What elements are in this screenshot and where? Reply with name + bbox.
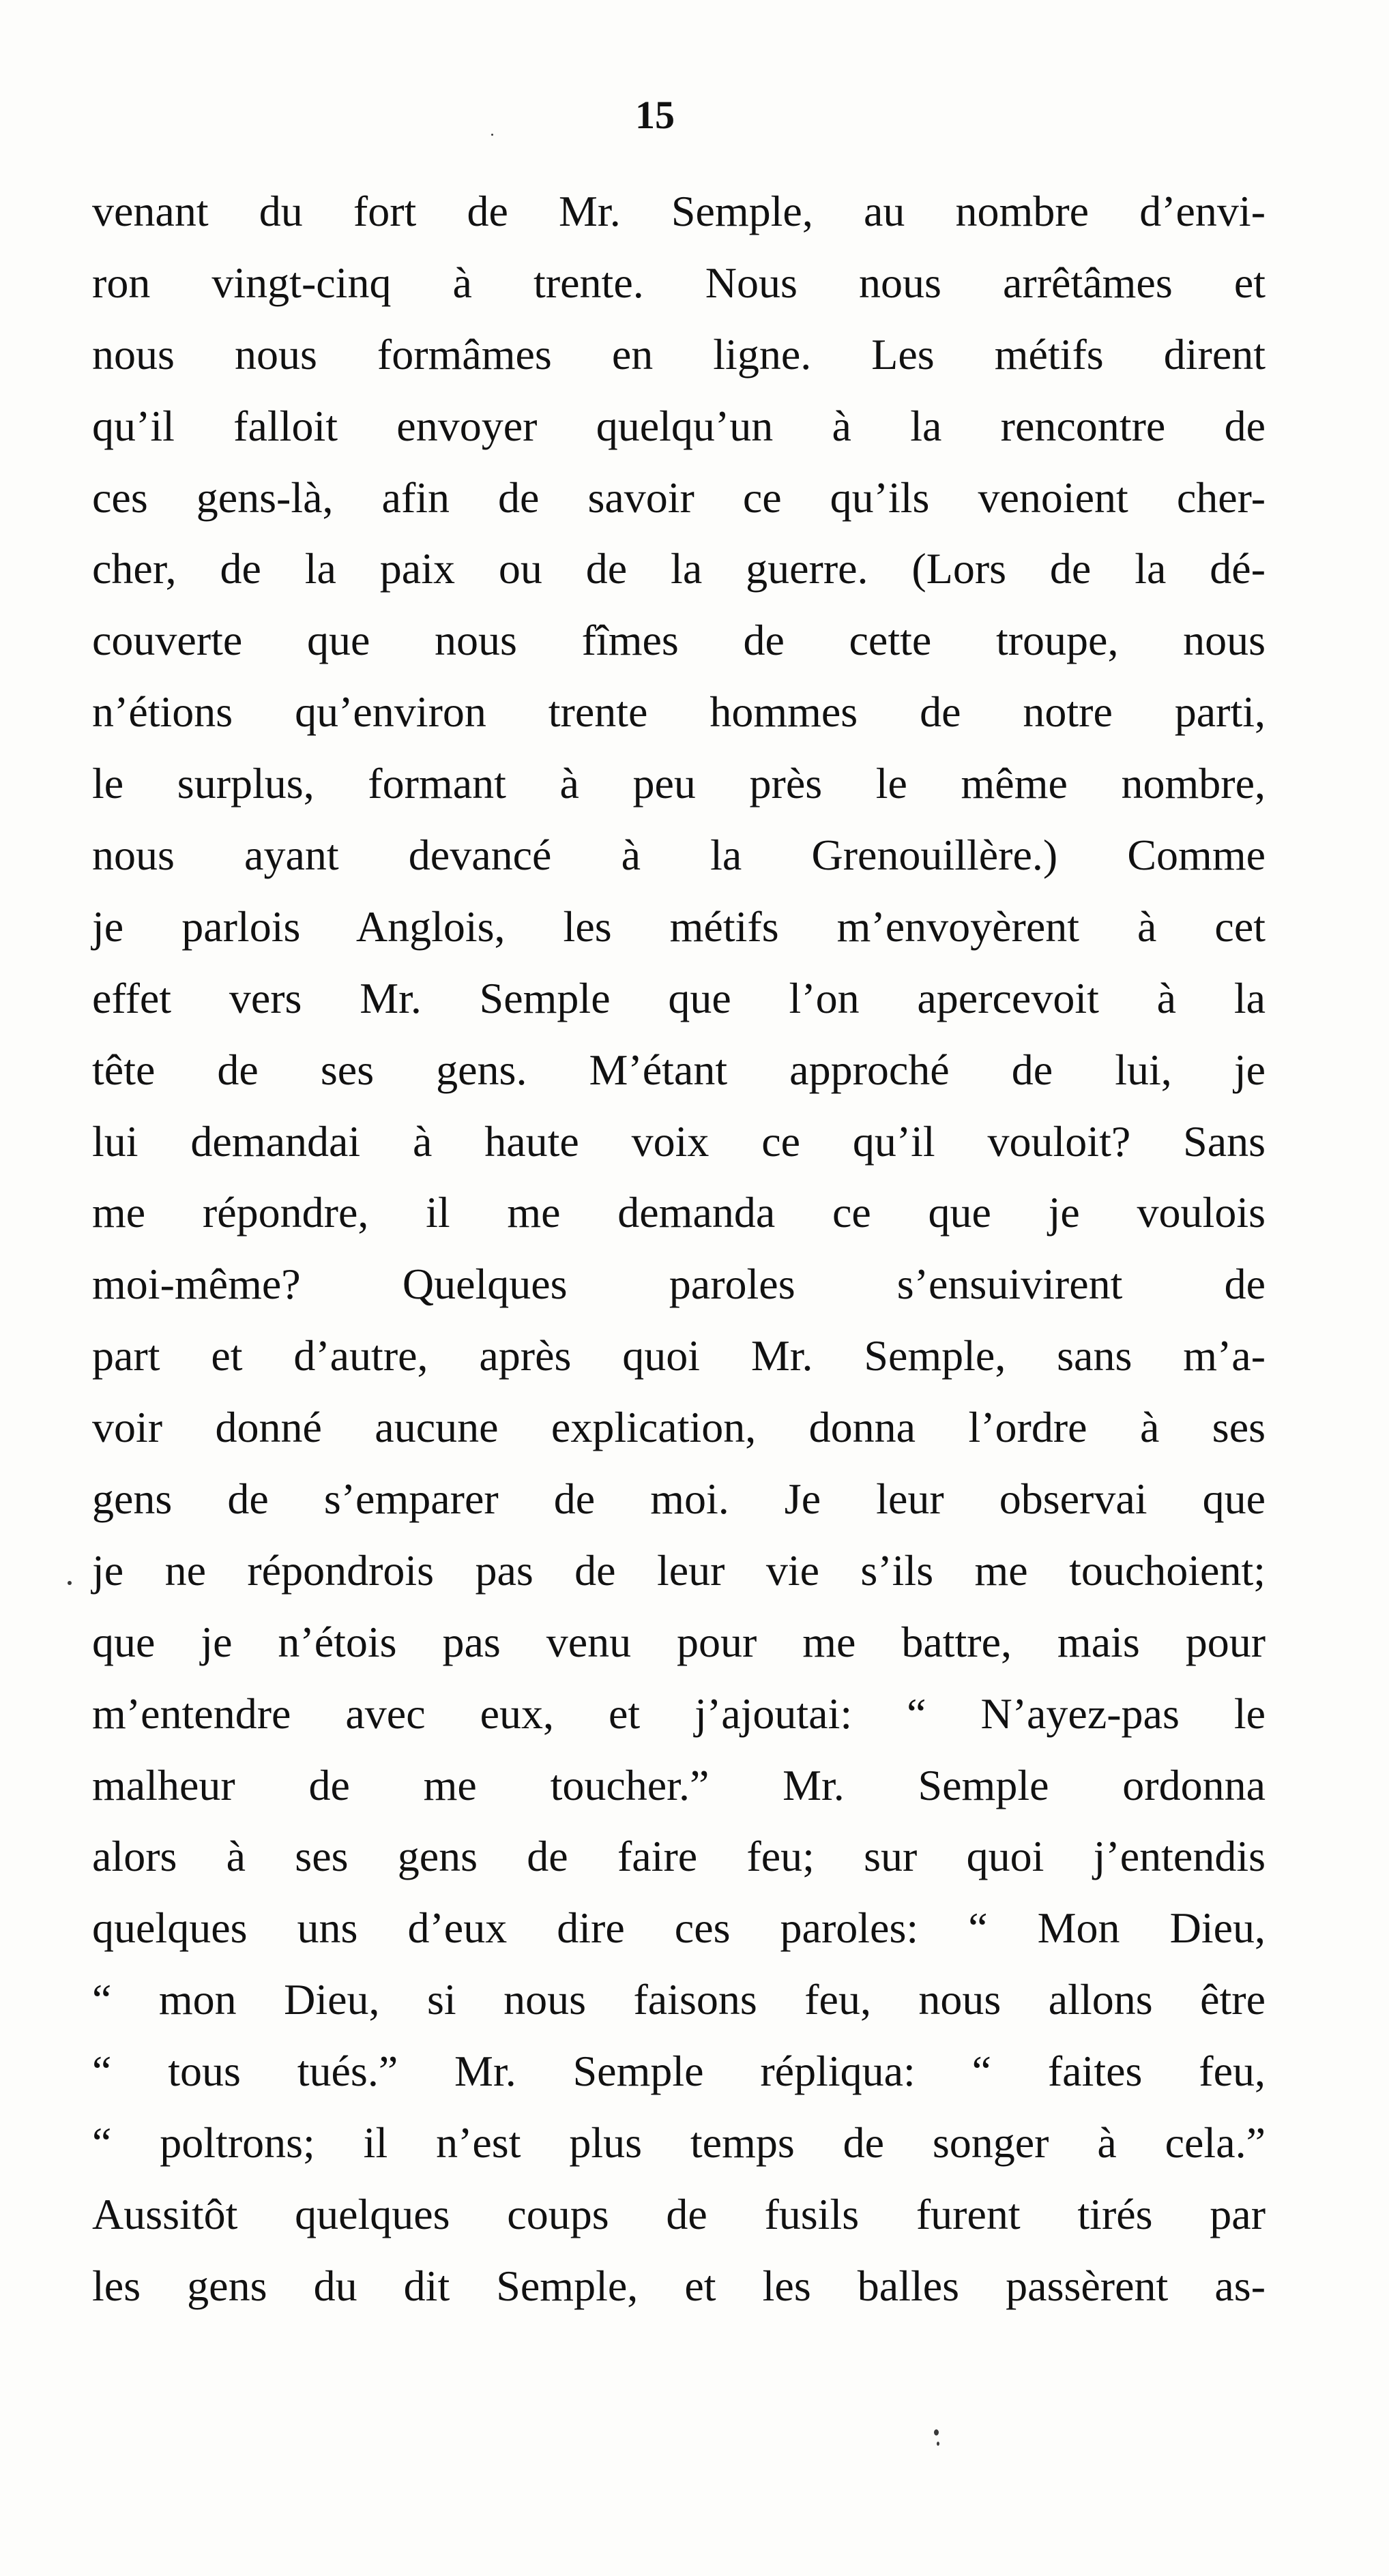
text-line-29: Aussitôt quelques coups de fusils furent tirés par xyxy=(92,2189,1266,2238)
text-line-24: alors à ses gens de faire feu; sur quoi j’entendis xyxy=(92,1832,1266,1881)
text-line-17: part et d’autre, après quoi Mr. Semple, sans m’a- xyxy=(92,1331,1266,1380)
text-line-3: nous nous formâmes en ligne. Les métifs dirent xyxy=(92,329,1266,379)
text-line-16: moi-même? Quelques paroles s’ensuivirent de xyxy=(92,1260,1266,1309)
page-number: 15 xyxy=(635,93,675,137)
text-line-7: couverte que nous fîmes de cette troupe, nous xyxy=(92,616,1266,665)
text-line-8: n’étions qu’environ trente hommes de notre parti, xyxy=(92,687,1266,737)
ink-speck xyxy=(937,2442,939,2446)
text-line-26: “ mon Dieu, si nous faisons feu, nous allons être xyxy=(92,1975,1266,2024)
text-line-4: qu’il falloit envoyer quelqu’un à la rencontre de xyxy=(92,401,1266,450)
ink-speck xyxy=(491,134,493,136)
text-line-6: cher, de la paix ou de la guerre. (Lors de la dé- xyxy=(92,544,1266,593)
text-line-13: tête de ses gens. M’étant approché de lui, je xyxy=(92,1045,1266,1094)
text-line-2: ron vingt-cinq à trente. Nous nous arrêtâmes et xyxy=(92,258,1266,307)
text-line-30: les gens du dit Semple, et les balles passèrent as- xyxy=(92,2261,1266,2310)
text-line-27: “ tous tués.” Mr. Semple répliqua: “ faites feu, xyxy=(92,2047,1266,2096)
text-line-14: lui demandai à haute voix ce qu’il vouloit? Sans xyxy=(92,1116,1266,1166)
text-line-15: me répondre, il me demanda ce que je voulois xyxy=(92,1188,1266,1237)
text-line-19: gens de s’emparer de moi. Je leur observai que xyxy=(92,1475,1266,1524)
text-line-18: voir donné aucune explication, donna l’ordre à ses xyxy=(92,1403,1266,1452)
text-line-11: je parlois Anglois, les métifs m’envoyèrent à cet xyxy=(92,902,1266,951)
text-line-9: le surplus, formant à peu près le même nombre, xyxy=(92,759,1266,808)
text-line-22: m’entendre avec eux, et j’ajoutai: “ N’ayez-pas le xyxy=(92,1689,1266,1738)
text-line-25: quelques uns d’eux dire ces paroles: “ Mon Dieu, xyxy=(92,1904,1266,1953)
text-line-21: que je n’étois pas venu pour me battre, mais pour xyxy=(92,1617,1266,1666)
text-line-1: venant du fort de Mr. Semple, au nombre d’envi- xyxy=(92,187,1266,235)
body-text xyxy=(92,176,1266,2322)
text-line-20: je ne répondrois pas de leur vie s’ils me touchoient; xyxy=(92,1545,1266,1595)
ink-speck xyxy=(68,1581,72,1585)
text-line-5: ces gens-là, afin de savoir ce qu’ils venoient cher- xyxy=(92,473,1266,522)
ink-speck xyxy=(934,2429,939,2436)
text-line-10: nous ayant devancé à la Grenouillère.) Comme xyxy=(92,831,1266,880)
text-line-23: malheur de me toucher.” Mr. Semple ordonna xyxy=(92,1760,1266,1809)
text-line-28: “ poltrons; il n’est plus temps de songer à cela.” xyxy=(92,2118,1266,2167)
text-line-12: effet vers Mr. Semple que l’on apercevoit à la xyxy=(92,973,1266,1022)
